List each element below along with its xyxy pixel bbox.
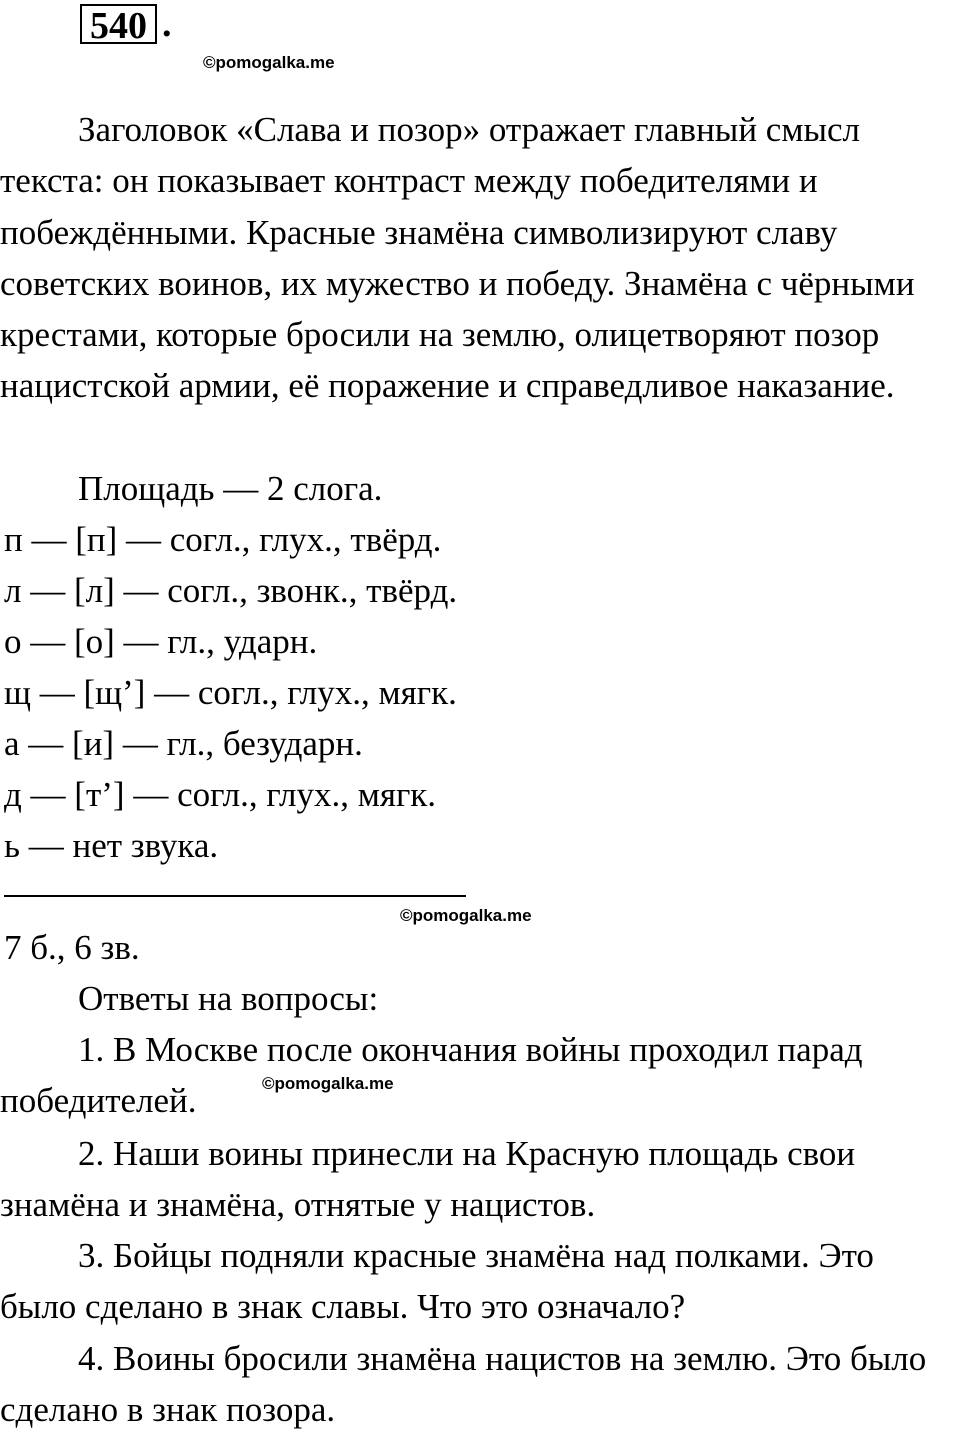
answer-item-2: 2. Наши воины принесли на Красную площадь свои знамёна и знамёна, отнятые у нацистов. — [0, 1134, 856, 1225]
phonetic-row: ь — нет звука. — [4, 826, 219, 865]
phonetic-row: д — [т’] — согл., глух., мягк. — [4, 775, 437, 814]
summary-count: 7 б., 6 зв. — [4, 928, 140, 967]
answer-item-4: 4. Воины бросили знамёна нацистов на землю. Это было сделано в знак позора. — [0, 1339, 927, 1430]
divider-rule — [4, 895, 466, 897]
answer-item-1: 1. В Москве после окончания войны проходил парад победителей. — [0, 1030, 863, 1121]
phonetic-row: а — [и] — гл., безударн. — [4, 724, 363, 763]
phonetic-row: о — [о] — гл., ударн. — [4, 622, 318, 661]
answers-heading: Ответы на вопросы: — [78, 979, 379, 1018]
phonetic-row: щ — [щ’] — согл., глух., мягк. — [4, 673, 457, 712]
paragraph-title-meaning: Заголовок «Слава и позор» отражает главный смысл текста: он показывает контраст между победителями и побеждёнными. Красные знамёна символизируют славу советских воинов, их мужество и победу. Знамёна с чёрными крестами, которые бросили на землю, олицетворяют позор нацистской армии, её поражение и справедливое наказание. — [0, 110, 915, 406]
watermark-lower: ©pomogalka.me — [262, 1074, 394, 1093]
watermark-middle: ©pomogalka.me — [400, 906, 532, 925]
exercise-number-dot: . — [162, 3, 172, 45]
exercise-number-box — [80, 4, 157, 47]
paragraph-word-syllables: Площадь — 2 слога. — [78, 469, 383, 508]
answer-item-3: 3. Бойцы подняли красные знамёна над полками. Это было сделано в знак славы. Что это означало? — [0, 1236, 874, 1327]
exercise-number: 540 — [90, 5, 147, 47]
watermark-top: ©pomogalka.me — [203, 53, 335, 72]
phonetic-row: л — [л] — согл., звонк., твёрд. — [4, 571, 458, 610]
phonetic-row: п — [п] — согл., глух., твёрд. — [4, 520, 442, 559]
